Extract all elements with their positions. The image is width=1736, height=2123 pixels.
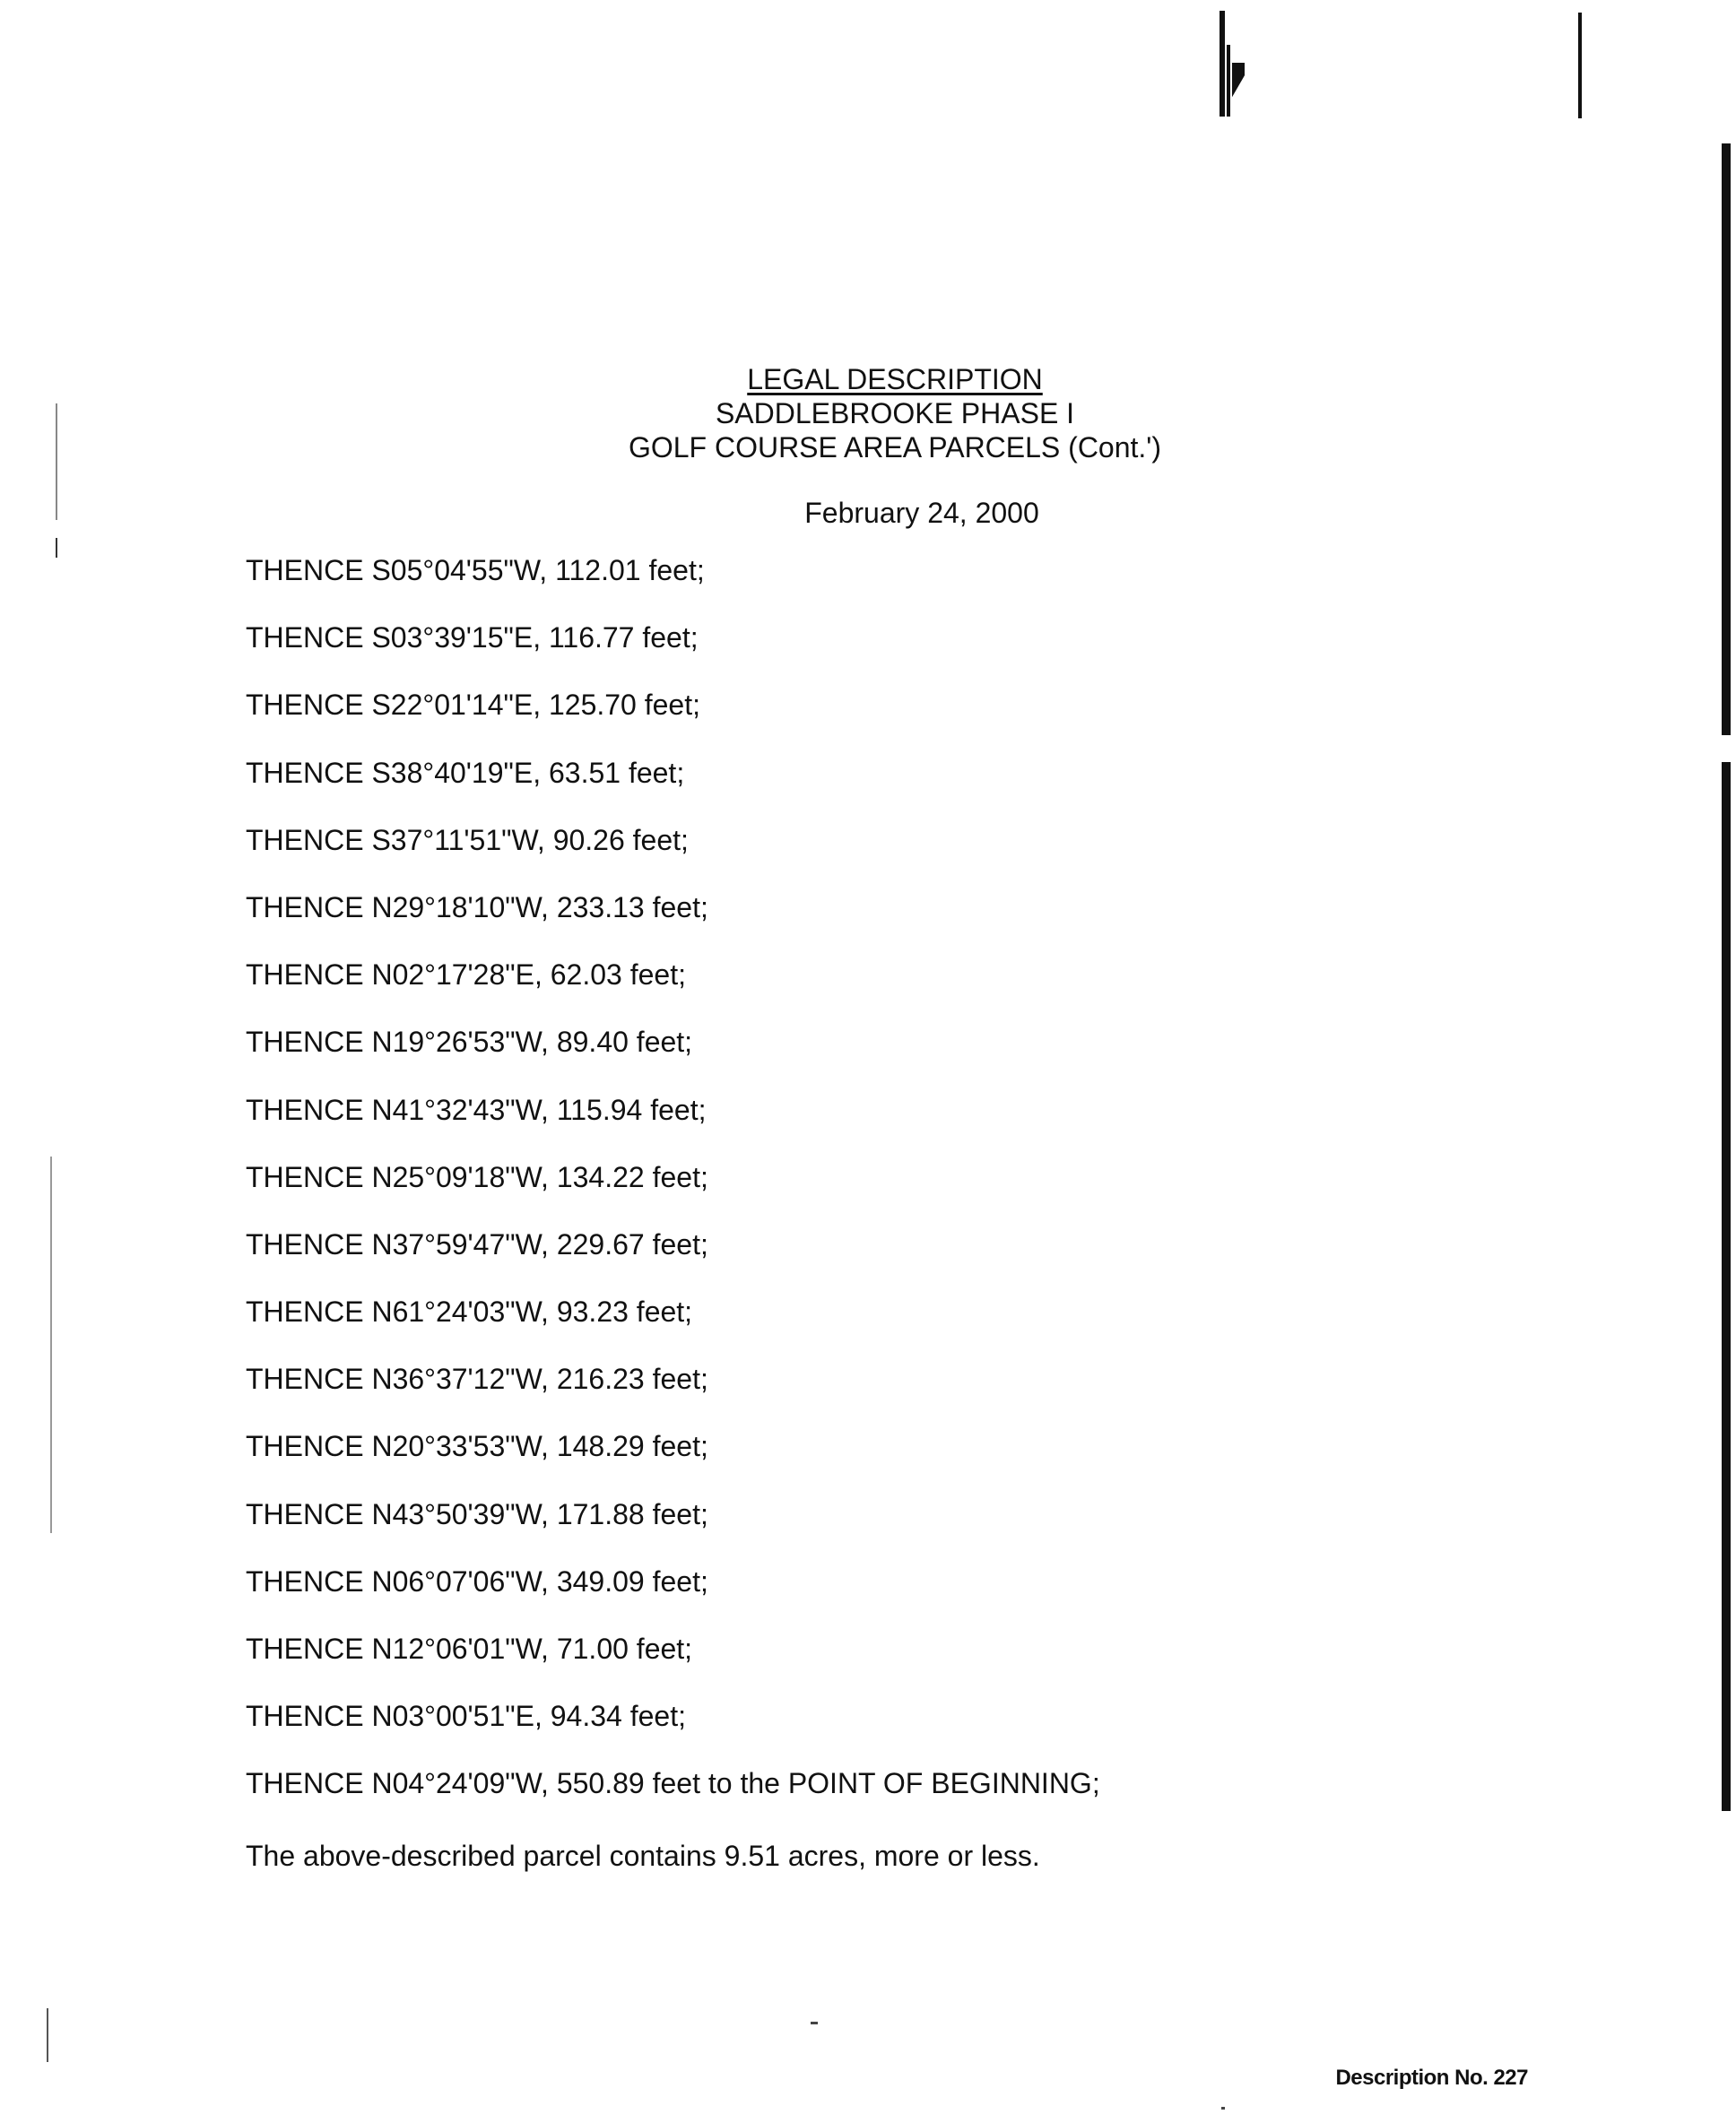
document-subtitle: SADDLEBROOKE PHASE I <box>715 397 1075 429</box>
scan-mark <box>47 2008 48 2062</box>
scan-mark <box>56 538 57 558</box>
bearing-call: THENCE N02°17'28"E, 62.03 feet; <box>246 958 686 992</box>
document-header <box>0 362 1736 464</box>
scan-speck <box>811 2022 818 2024</box>
bearing-call: THENCE N36°37'12"W, 216.23 feet; <box>246 1363 708 1396</box>
bearing-call: THENCE N06°07'06"W, 349.09 feet; <box>246 1564 708 1598</box>
bearing-call: THENCE S05°04'55"W, 112.01 feet; <box>246 554 705 586</box>
bearing-call: THENCE N25°09'18"W, 134.22 feet; <box>246 1160 708 1193</box>
bearing-call-list <box>246 552 1501 1833</box>
parcel-area-summary: The above-described parcel contains 9.51 acres, more or less. <box>246 1840 1040 1872</box>
bearing-call: THENCE N41°32'43"W, 115.94 feet; <box>246 1093 707 1126</box>
bearing-call: THENCE S03°39'15"E, 116.77 feet; <box>246 621 699 654</box>
bearing-call: THENCE N61°24'03"W, 93.23 feet; <box>246 1295 693 1329</box>
document-title: LEGAL DESCRIPTION <box>747 363 1043 395</box>
bearing-call: THENCE N43°50'39"W, 171.88 feet; <box>246 1497 708 1530</box>
bearing-call: THENCE N19°26'53"W, 89.40 feet; <box>246 1026 693 1059</box>
scan-edge-gap <box>1718 735 1736 762</box>
document-subtitle-2: GOLF COURSE AREA PARCELS (Cont.') <box>628 431 1162 464</box>
scan-mark <box>1578 13 1582 118</box>
scan-mark <box>1220 11 1225 117</box>
bearing-call: THENCE N37°59'47"W, 229.67 feet; <box>246 1227 708 1261</box>
scan-speck <box>1221 2107 1225 2110</box>
bearing-call: THENCE S37°11'51"W, 90.26 feet; <box>246 823 689 856</box>
scan-mark <box>1232 63 1245 117</box>
bearing-call: THENCE N12°06'01"W, 71.00 feet; <box>246 1633 693 1665</box>
document-date: February 24, 2000 <box>804 497 1039 529</box>
bearing-call: THENCE N29°18'10"W, 233.13 feet; <box>246 890 708 923</box>
scan-mark <box>1227 45 1230 117</box>
bearing-call: THENCE S38°40'19"E, 63.51 feet; <box>246 756 685 789</box>
scan-mark <box>50 1157 52 1533</box>
description-number: Description No. 227 <box>1335 2066 1528 2090</box>
bearing-call: THENCE N03°00'51"E, 94.34 feet; <box>246 1700 686 1733</box>
bearing-call: THENCE N20°33'53"W, 148.29 feet; <box>246 1430 708 1463</box>
bearing-call: THENCE S22°01'14"E, 125.70 feet; <box>246 689 700 722</box>
bearing-call: THENCE N04°24'09"W, 550.89 feet to the POINT OF BEGINNING; <box>246 1767 1100 1800</box>
